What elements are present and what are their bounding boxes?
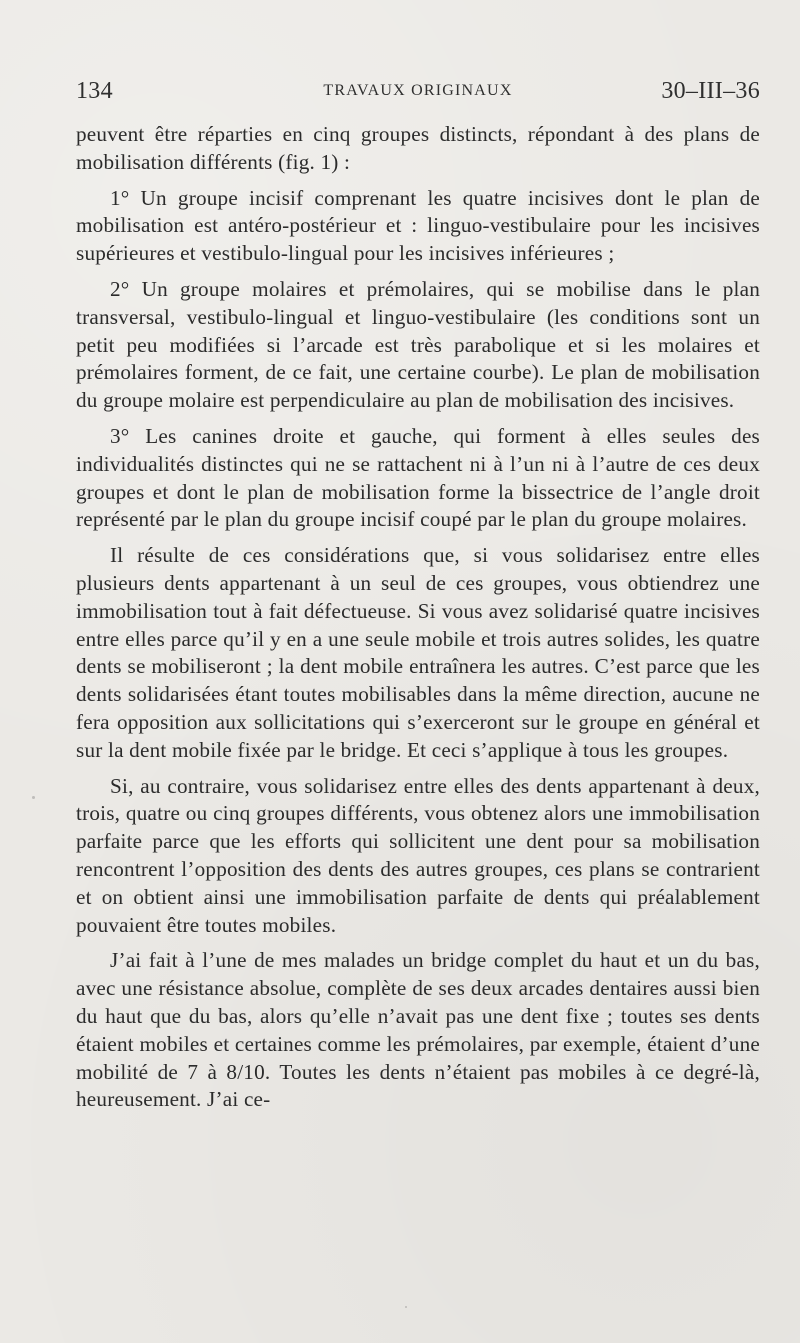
paper-speck bbox=[32, 796, 35, 799]
page-number: 134 bbox=[76, 78, 113, 104]
paragraph-group-incisif: 1° Un groupe incisif comprenant les quatre incisives dont le plan de mobilisation est antéro-postérieur et : linguo-vestibulaire pour les incisives supérieures et vestibulo-lingual pour les incisives inférieures ; bbox=[76, 185, 760, 266]
paper-speck bbox=[680, 1018, 682, 1020]
paragraph-contrary: Si, au contraire, vous solidarisez entre elles des dents appartenant à deux, trois, quatre ou cinq groupes différents, vous obtenez alors une immobilisation parfaite parce que les efforts qui sollicitent une dent pour sa mobilisation rencontrent l’opposition des dents des autres groupes, ces plans se contrarient et on obtient ainsi une immobilisation parfaite de dents qui préalablement pouvaient être toutes mobiles. bbox=[76, 773, 760, 937]
paragraph-case-example: J’ai fait à l’une de mes malades un bridge complet du haut et un du bas, avec une résistance absolue, complète de ses deux arcades dentaires aussi bien du haut que du bas, alors qu’elle n’avait pas une dent fixe ; toutes ses dents étaient mobiles et certaines comme les prémolaires, par exemple, étaient d’une mobilité de 7 à 8/10. Toutes les dents n’étaient pas mobiles à ce degré-là, heureusement. J’ai ce- bbox=[76, 948, 760, 1112]
paragraph-group-molaires: 2° Un groupe molaires et prémolaires, qui se mobilise dans le plan transversal, vestibulo-lingual et linguo-vestibulaire (les conditions sont un petit peu modifiées si l’arcade est très parabolique et si les molaires et prémolaires forment, de ce fait, une certaine courbe). Le plan de mobilisation du groupe molaire est perpendiculaire au plan de mobilisation des incisives. bbox=[76, 276, 760, 413]
running-head: TRAVAUX ORIGINAUX bbox=[323, 82, 513, 99]
paragraph-continuation: peuvent être réparties en cinq groupes distincts, répondant à des plans de mobilisation différents (fig. 1) : bbox=[76, 122, 760, 174]
paragraph-canines: 3° Les canines droite et gauche, qui forment à elles seules des individualités distinctes qui ne se rattachent ni à l’un ni à l’autre de ces deux groupes et dont le plan de mobilisation forme la bissectrice de l’angle droit représenté par le plan du groupe incisif coupé par le plan du groupe molaires. bbox=[76, 423, 760, 532]
date-code: 30–III–36 bbox=[661, 78, 760, 104]
paragraph-consequence: Il résulte de ces considérations que, si vous solidarisez entre elles plusieurs dents appartenant à un seul de ces groupes, vous obtiendrez une immobilisation tout à fait défectueuse. Si vous avez solidarisé quatre incisives entre elles parce qu’il y en a une seule mobile et trois autres solides, les quatre dents se mobiliseront ; la dent mobile entraînera les autres. C’est parce que les dents solidarisées étant toutes mobilisables dans la même direction, aucune ne fera opposition aux sollicitations qui s’exerceront sur le groupe en général et sur la dent mobile fixée par le bridge. Et ceci s’applique à tous les groupes. bbox=[76, 543, 760, 762]
paper-speck bbox=[405, 1306, 407, 1308]
body-text bbox=[76, 121, 760, 1122]
page-header bbox=[76, 74, 760, 108]
